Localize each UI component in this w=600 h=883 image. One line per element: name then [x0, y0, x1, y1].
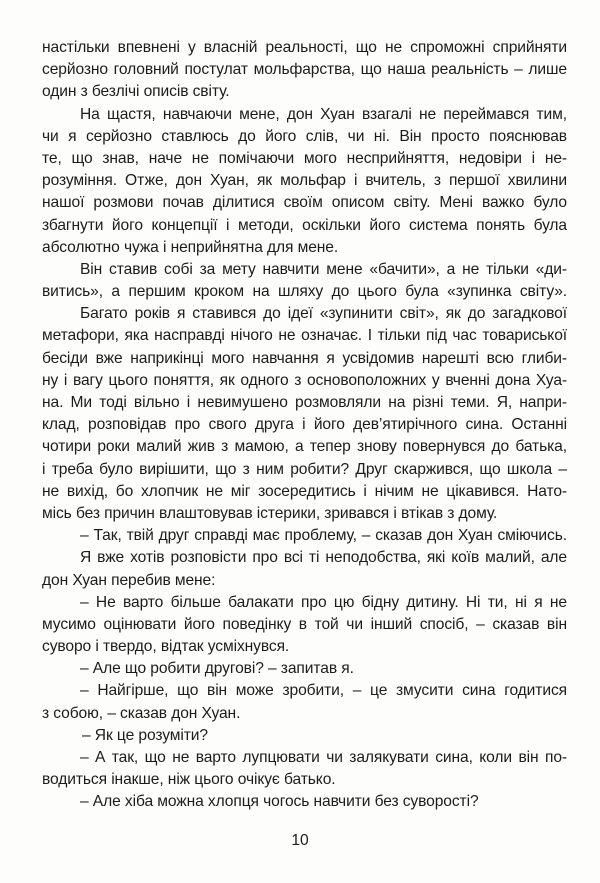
text-line: абсолютно чужа і неприйнятна для мене. — [42, 238, 339, 256]
page-number: 10 — [291, 832, 309, 849]
text-line: бесіди вже наприкінці мого навчання я усвідомив нарешті всю глиби- — [42, 349, 567, 367]
text-line: Я вже хотів розповісти про всі ті неподобства, які коїв малий, але — [80, 549, 567, 567]
text-line: метафори, яка насправді нічого не означає. І тільки під час товариської — [42, 327, 567, 345]
text-line: суворо і твердо, відтак усміхнувся. — [42, 638, 290, 656]
text-line: – А так, що не варто лупцювати чи залякувати сина, коли він по- — [80, 749, 567, 766]
text-line: витись», а першим кроком на шляху до цього була «зупинка світу». — [42, 283, 567, 301]
text-line: ну і вагу цього поняття, як одного з основоположних у вченні дона Хуа- — [42, 371, 567, 389]
text-line: Він ставив собі за мету навчити мене «бачити», а не тільки «ди- — [80, 260, 567, 278]
text-line: – Найгірше, що він може зробити, – це змусити сина годитися — [80, 682, 567, 700]
text-line: водиться інакше, ніж цього очікує батько. — [42, 771, 336, 789]
text-line: настільки впевнені у власній реальності, що не спроможні сприйняти — [42, 39, 567, 56]
text-line: і треба було вирішити, що з ним робити? Друг скаржився, що школа – — [42, 460, 567, 478]
text-line: дон Хуан перебив мене: — [42, 571, 216, 589]
text-line: чи я серйозно ставлюсь до його слів, чи ні. Він просто пояснював — [42, 127, 567, 145]
text-line: – Так, твій друг справді має проблему, – сказав дон Хуан сміючись. — [80, 527, 567, 545]
text-line: На щастя, навчаючи мене, дон Хуан взагалі не переймався тим, — [80, 105, 567, 123]
page-body-text — [42, 37, 567, 814]
text-line: на. Ми тоді вільно і невимушено розмовляли на різні теми. Я, напри- — [42, 394, 567, 411]
text-line: один з безлічі описів світу. — [42, 83, 230, 101]
text-line: нашої розмови почав ділитися своїм описом світу. Мені важко було — [42, 194, 567, 212]
text-line: збагнути його концепції і методи, оскільки його система понять була — [42, 216, 567, 234]
text-line: Багато років я ставився до ідеї «зупинити світ», як до загадкової — [80, 305, 567, 323]
text-line: місь без причин влаштовував істерики, зривався і втікав з дому. — [42, 504, 498, 522]
text-line: мусимо оцінювати його поведінку в той чи інший спосіб, – сказав він — [42, 615, 567, 633]
text-line: те, що знав, наче не помічаючи мого несприйняття, недовіри і не- — [42, 149, 567, 167]
text-line: клад, розповідав про свого друга і його дев’ятирічного сина. Останні — [42, 416, 567, 434]
text-line: – Не варто більше балакати про цю бідну дитину. Ні ти, ні я не — [80, 593, 567, 611]
text-line: – Але хіба можна хлопця чогось навчити без суворості? — [80, 793, 479, 811]
text-line: з собою, – сказав дон Хуан. — [42, 704, 241, 722]
text-line: чотири роки малий жив з мамою, а тепер знову повернувся до батька, — [42, 438, 567, 456]
text-line: – Як це розуміти? — [82, 726, 208, 744]
text-line: розуміння. Отже, дон Хуан, як мольфар і вчитель, з першої хвилини — [42, 172, 567, 190]
text-line: – Але що робити другові? – запитав я. — [80, 660, 354, 678]
text-line: серйозно головний постулат мольфарства, що наша реальність – лише — [42, 61, 567, 79]
text-line: не вихід, бо хлопчик не міг зосередитись і нічим не цікавився. Нато- — [42, 482, 567, 500]
